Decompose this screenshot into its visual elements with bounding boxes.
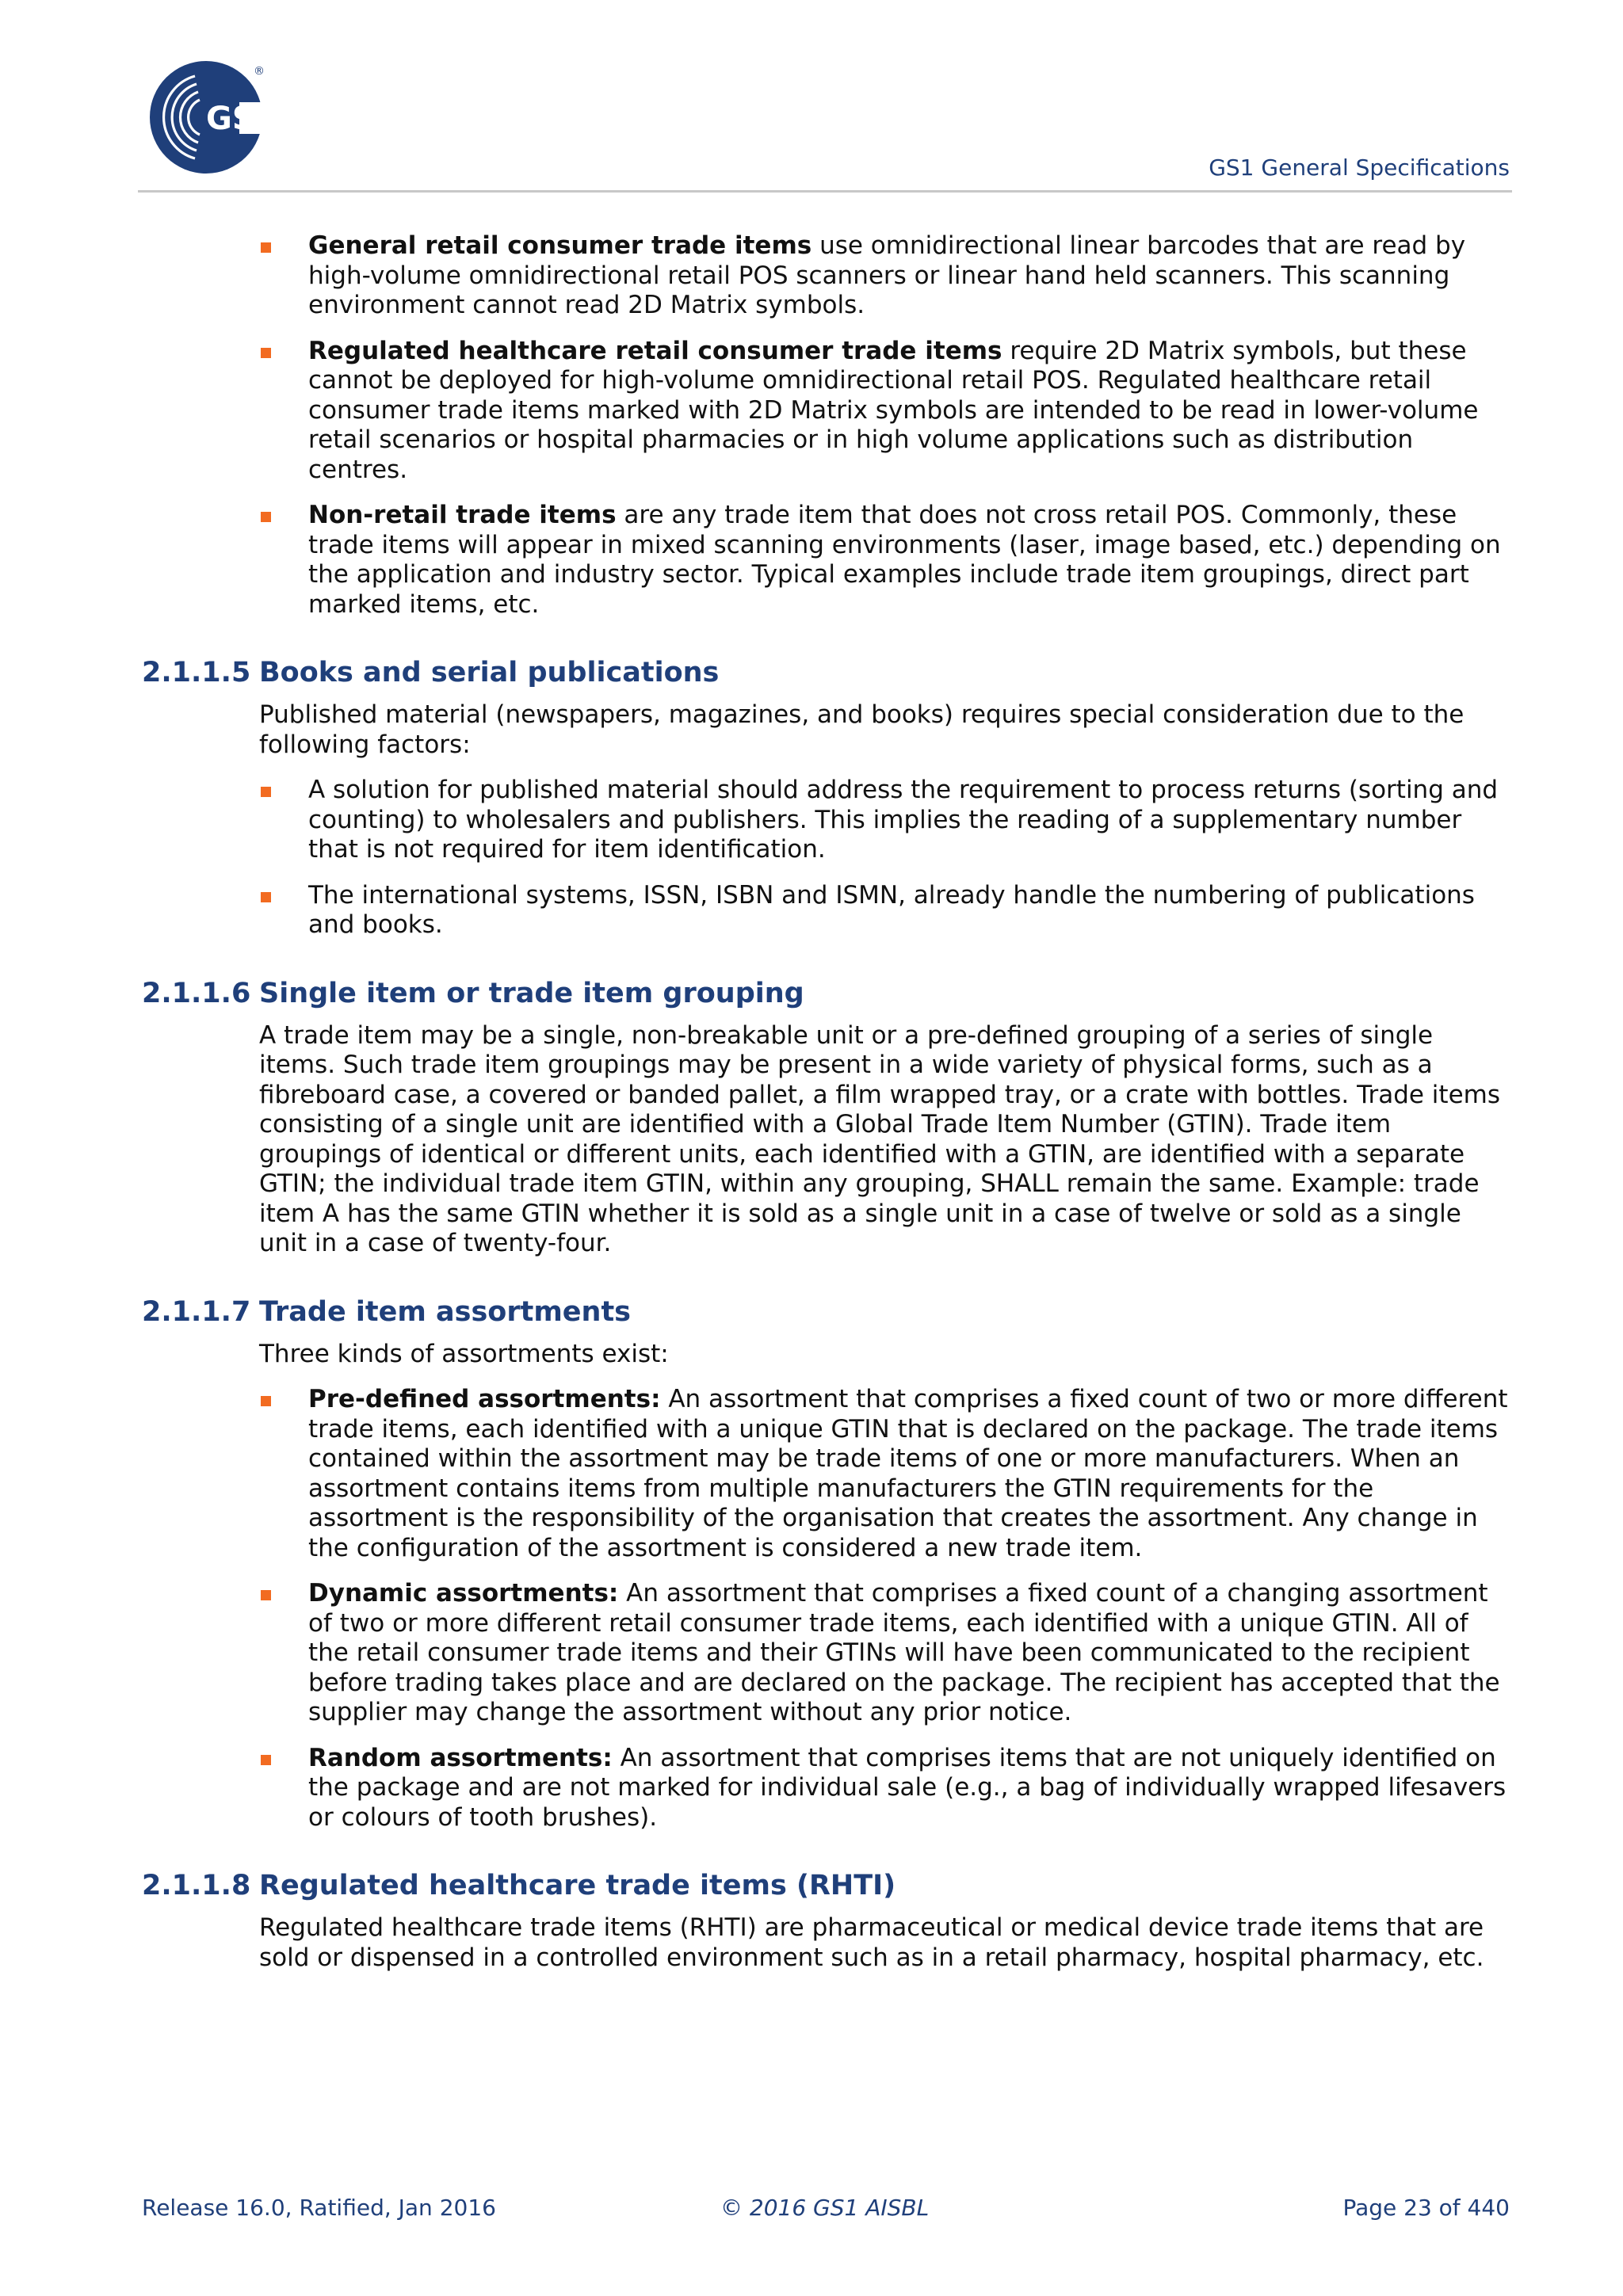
list-item: Pre-defined assortments: An assortment that comprises a fixed count of two or more different trade items, each identified with a unique GTIN that is declared on the package. The trade items contained within the assortment may be trade items of one or more manufacturers. When an assortment contains items from multiple manufacturers the GTIN requirements for the assortment is the responsibility of the organisation that creates the assortment. Any change in the configuration of the assortment is considered a new trade item. (142, 1385, 1513, 1563)
page-content (142, 231, 1513, 1989)
svg-text:®: ® (254, 65, 265, 78)
section-heading: 2.1.1.5 Books and serial publications (142, 657, 720, 688)
bullet-square-icon (261, 242, 271, 253)
bullet-square-icon (261, 1755, 271, 1765)
list-item: The international systems, ISSN, ISBN and ISMN, already handle the numbering of publications and books. (142, 881, 1513, 940)
bullet-square-icon (261, 1590, 271, 1600)
header-divider (138, 190, 1512, 193)
page-number: Page 23 of 440 (1342, 2195, 1510, 2221)
section-heading: 2.1.1.7 Trade item assortments (142, 1295, 632, 1328)
list-item: General retail consumer trade items use omnidirectional linear barcodes that are read by high-volume omnidirectional retail POS scanners or linear hand held scanners. This scanning environment cannot read 2D Matrix symbols. (142, 231, 1513, 321)
list-item: A solution for published material should address the requirement to process returns (sorting and counting) to wholesalers and publishers. This implies the reading of a supplementary number that is not required for item identification. (142, 776, 1513, 865)
intro-bullet-list (142, 231, 1513, 620)
document-title: GS1 General Specifications (1209, 154, 1510, 181)
list-item: Dynamic assortments: An assortment that comprises a fixed count of a changing assortment of two or more different retail consumer trade items, each identified with a unique GTIN. All of the retail consumer trade items and their GTINs will have been communicated to the recipient before trading takes place and are declared on the package. The recipient has accepted that the supplier may change the assortment without any prior notice. (142, 1579, 1513, 1728)
section-heading: 2.1.1.6 Single item or trade item grouping (142, 977, 804, 1009)
svg-text:GS1: GS1 (206, 101, 277, 137)
bullet-square-icon (261, 348, 271, 358)
list-item: Regulated healthcare retail consumer trade items require 2D Matrix symbols, but these cannot be deployed for high-volume omnidirectional retail POS. Regulated healthcare retail consumer trade items marked with 2D Matrix symbols are intended to be read in lower-volume retail scenarios or hospital pharmacies or in high volume applications such as distribution centres. (142, 337, 1513, 486)
bullet-square-icon (261, 512, 271, 522)
section-heading: 2.1.1.8 Regulated healthcare trade items (RHTI) (142, 1870, 896, 1901)
gs1-logo (147, 59, 295, 177)
section-bullet-list (142, 1385, 1513, 1833)
section-bullet-list (142, 776, 1513, 940)
list-item: Random assortments: An assortment that comprises items that are not uniquely identified on the package and are not marked for individual sale (e.g., a bag of individually wrapped lifesavers or colours of tooth brushes). (142, 1744, 1513, 1833)
section-paragraph: A trade item may be a single, non-breakable unit or a pre-defined grouping of a series of single items. Such trade item groupings may be present in a wide variety of physical forms, such as a fibreboard case, a covered or banded pallet, a film wrapped tray, or a crate with bottles. Trade items consisting of a single unit are identified with a Global Trade Item Number (GTIN). Trade item groupings of identical or different units, each identified with a GTIN, are identified with a separate GTIN; the individual trade item GTIN, within any grouping, SHALL remain the same. Example: trade item A has the same GTIN whether it is sold as a single unit in a case of twelve or sold as a single unit in a case of twenty-four. (259, 1020, 1500, 1257)
section-paragraph: Regulated healthcare trade items (RHTI) are pharmaceutical or medical device trade items that are sold or dispensed in a controlled environment such as in a retail pharmacy, hospital pharmacy, etc. (259, 1913, 1484, 1972)
bullet-square-icon (261, 892, 271, 902)
release-info: Release 16.0, Ratified, Jan 2016 (142, 2195, 496, 2221)
bullet-square-icon (261, 1396, 271, 1406)
bullet-square-icon (261, 787, 271, 797)
copyright: © 2016 GS1 AISBL (720, 2195, 930, 2221)
page-footer (142, 2195, 1510, 2223)
gs1-logo-graphic (147, 59, 295, 177)
section-paragraph: Published material (newspapers, magazines, and books) requires special consideration due to the following factors: (259, 700, 1465, 759)
list-item: Non-retail trade items are any trade item that does not cross retail POS. Commonly, these trade items will appear in mixed scanning environments (laser, image based, etc.) depending on the application and industry sector. Typical examples include trade item groupings, direct part marked items, etc. (142, 501, 1513, 620)
section-paragraph: Three kinds of assortments exist: (259, 1339, 669, 1368)
